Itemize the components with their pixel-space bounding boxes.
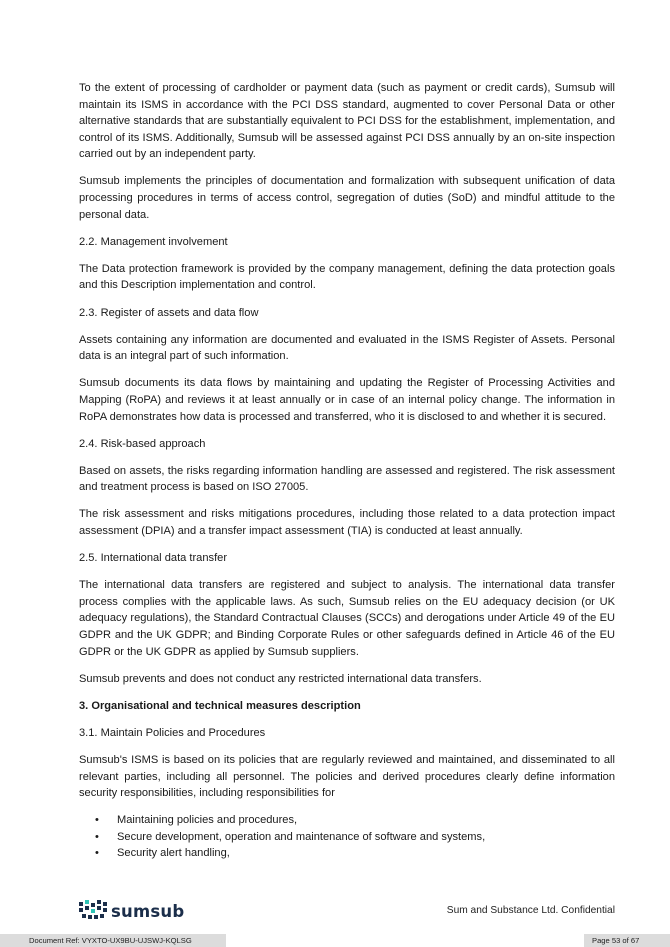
- page-number: Page 53 of 67: [584, 934, 670, 947]
- paragraph-risk-assessment: Based on assets, the risks regarding information handling are assessed and registered. The risk assessment and treatment process is based on ISO 27005.: [79, 464, 615, 494]
- footer-bar: [0, 934, 670, 947]
- paragraph-management-involvement: The Data protection framework is provided by the company management, defining the data protection goals and this Description implementation and control.: [79, 262, 615, 292]
- bullet-icon: •: [95, 830, 99, 843]
- list-item: • Secure development, operation and maintenance of software and systems,: [79, 829, 615, 846]
- sumsub-logo-icon: [79, 900, 107, 922]
- sumsub-wordmark: sumsub: [111, 901, 185, 921]
- confidentiality-notice: Sum and Substance Ltd. Confidential: [446, 905, 615, 916]
- paragraph-pci-dss: To the extent of processing of cardholder or payment data (such as payment or credit cards), Sumsub will maintain its ISMS in accordance with the PCI DSS standard, augmented to cover Personal Data or other alternative standards that are substantially equivalent to PCI DSS for the establishment, implementation, and control of its ISMS. Additionally, Sumsub will be assessed against PCI DSS annually by an on-site inspection carried out by an independent party.: [79, 82, 615, 161]
- paragraph-register-of-assets: Assets containing any information are documented and evaluated in the ISMS Register of Assets. Personal data is an integral part of such information.: [79, 333, 615, 363]
- list-item: • Maintaining policies and procedures,: [79, 812, 615, 829]
- heading-3-1: 3.1. Maintain Policies and Procedures: [79, 726, 266, 739]
- heading-2-4: 2.4. Risk-based approach: [79, 437, 206, 450]
- paragraph-restricted-transfers: Sumsub prevents and does not conduct any restricted international data transfers.: [79, 672, 482, 685]
- responsibilities-list: [79, 812, 615, 862]
- heading-2-3: 2.3. Register of assets and data flow: [79, 306, 259, 319]
- paragraph-isms-policies: Sumsub's ISMS is based on its policies that are regularly reviewed and maintained, and disseminated to all relevant parties, including all personnel. The policies and derived procedures clearly define information security responsibilities, including responsibilities for: [79, 753, 615, 800]
- document-body: [79, 80, 615, 862]
- sumsub-logo: [79, 899, 184, 923]
- heading-2-2: 2.2. Management involvement: [79, 235, 228, 248]
- paragraph-ropa: Sumsub documents its data flows by maintaining and updating the Register of Processing Activities and Mapping (RoPA) and reviews it at least annually or in case of an internal policy change. The information in RoPA demonstrates how data is processed and transferred, who it is disclosed to and whether it is secured.: [79, 377, 615, 423]
- heading-3: 3. Organisational and technical measures description: [79, 699, 361, 712]
- document-reference: Document Ref: VYXTO-UX9BU-UJSWJ-KQLSG: [0, 934, 226, 947]
- paragraph-documentation-principles: Sumsub implements the principles of documentation and formalization with subsequent unification of data processing procedures in terms of access control, segregation of duties (SoD) and mindful attitude to the personal data.: [79, 175, 615, 221]
- bullet-icon: •: [95, 847, 99, 860]
- paragraph-international-transfers: The international data transfers are registered and subject to analysis. The international data transfer process complies with the applicable laws. As such, Sumsub relies on the EU adequacy decision (or UK adequacy regulations), the Standard Contractual Clauses (SCCs) and derogations under Article 49 of the EU GDPR and the UK GDPR; and Binding Corporate Rules or other safeguards defined in Article 46 of the EU GDPR or the UK GDPR as applied by Sumsub suppliers.: [79, 579, 615, 658]
- paragraph-dpia-tia: The risk assessment and risks mitigations procedures, including those related to a data protection impact assessment (DPIA) and a transfer impact assessment (TIA) is conducted at least annually.: [79, 508, 615, 537]
- bullet-icon: •: [95, 814, 99, 827]
- heading-2-5: 2.5. International data transfer: [79, 552, 228, 565]
- list-item: • Security alert handling,: [79, 845, 615, 862]
